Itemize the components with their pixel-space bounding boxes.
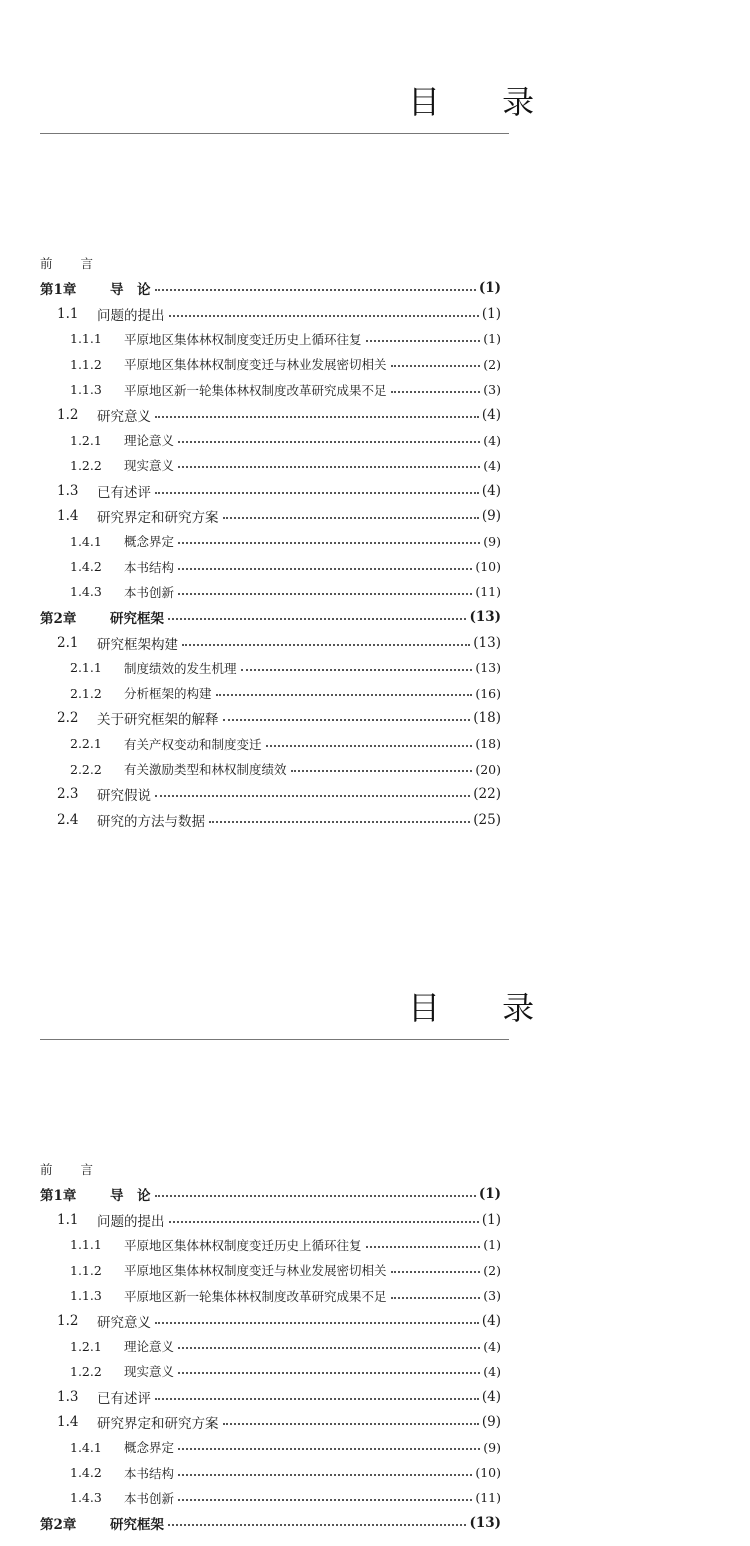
toc-entry-title: 本书结构 [124, 559, 175, 575]
toc-entry-title: 导 论 [110, 282, 151, 299]
toc-entry-number: 1.4 [57, 508, 79, 524]
toc-entry[interactable] [70, 1259, 501, 1281]
dot-leader [291, 770, 473, 772]
toc-entry-title: 概念界定 [124, 534, 175, 550]
toc-entry-page: (4) [481, 1312, 501, 1329]
dot-leader [155, 492, 479, 494]
dot-leader [155, 1398, 479, 1400]
toc-entry[interactable] [70, 657, 501, 679]
dot-leader [366, 1246, 481, 1248]
toc-entry[interactable] [40, 1183, 501, 1205]
toc-entry-title: 平原地区集体林权制度变迁历史上循环往复 [124, 1237, 362, 1253]
toc-entry-title: 研究的方法与数据 [97, 813, 205, 830]
toc-entry-number: 1.1.1 [70, 331, 102, 347]
toc-entry-title: 已有述评 [97, 1390, 151, 1407]
toc-entry[interactable] [70, 682, 501, 704]
toc-entry-number: 1.1.3 [70, 382, 102, 397]
title-divider [40, 1039, 509, 1040]
toc-entry-title: 研究意义 [97, 408, 151, 425]
toc-entry[interactable] [57, 1386, 501, 1408]
dot-leader [216, 694, 473, 696]
toc-entry-title: 平原地区新一轮集体林权制度改革研究成果不足 [124, 1288, 387, 1304]
toc-entry-number: 1.1.1 [70, 1237, 102, 1253]
toc-entry-number: 1.4 [57, 1414, 79, 1430]
toc-entry-page: (4) [481, 406, 501, 423]
toc-entry-page: (18) [475, 736, 501, 752]
toc-entry-title: 现实意义 [124, 1364, 175, 1380]
toc-entry-number: 2.1.1 [70, 660, 102, 676]
toc-entry[interactable] [57, 632, 501, 654]
toc-entry-title: 研究框架 [110, 611, 164, 628]
toc-entry-title: 研究假说 [97, 788, 151, 805]
toc-entry-number: 1.3 [57, 1388, 79, 1405]
toc-entry[interactable] [57, 1310, 501, 1332]
toc-entry-number: 2.2 [57, 710, 79, 727]
toc-entry-number: 1.1.2 [70, 356, 102, 372]
toc-entry-number: 第1章 [40, 1188, 77, 1205]
dot-leader [223, 1423, 479, 1425]
toc-entry-page: (4) [483, 457, 501, 473]
dot-leader [178, 441, 480, 443]
toc-entry-page: (1) [478, 1186, 501, 1203]
toc-entry-title: 导 论 [110, 1188, 151, 1205]
dot-leader [168, 618, 466, 620]
toc-entry-page: (1) [481, 1211, 501, 1228]
page-title: 目 录 [408, 989, 561, 1027]
toc-entry-number: 1.2.2 [70, 457, 102, 473]
toc-entry-title: 本书创新 [124, 1490, 175, 1506]
toc-entry-title: 理论意义 [124, 1339, 175, 1355]
toc-entry-number: 1.2 [57, 406, 79, 423]
toc-entry-number: 1.4.2 [70, 1465, 102, 1481]
toc-entry-page: (4) [481, 1388, 501, 1405]
dot-leader [241, 669, 473, 671]
toc-entry[interactable] [40, 606, 501, 628]
dot-leader [391, 365, 481, 367]
toc-entry-page: (18) [473, 710, 501, 727]
toc-entry[interactable] [57, 505, 501, 527]
toc-entry[interactable] [70, 581, 501, 603]
dot-leader [178, 1448, 480, 1450]
toc-entry-number: 2.2.2 [70, 761, 102, 777]
toc-entry-number: 第1章 [40, 282, 77, 299]
toc-entry-number: 1.4.3 [70, 1490, 102, 1506]
toc-entry[interactable] [57, 303, 501, 325]
toc-entry-page: (1) [483, 1237, 501, 1253]
toc-entry-title: 现实意义 [124, 458, 175, 474]
dot-leader [155, 795, 470, 797]
toc-entry-title: 问题的提出 [97, 307, 165, 324]
toc-entry-title: 概念界定 [124, 1440, 175, 1456]
toc-entry-title: 平原地区集体林权制度变迁与林业发展密切相关 [124, 1263, 387, 1279]
toc-entry-number: 1.2 [57, 1312, 79, 1329]
toc-entry[interactable] [70, 758, 501, 780]
toc-entry-number: 1.1 [57, 1211, 79, 1228]
toc-entry-page: (16) [475, 685, 501, 701]
toc-entry-page: (9) [481, 508, 501, 524]
toc-entry[interactable] [57, 1209, 501, 1231]
toc-entry-title: 关于研究框架的解释 [97, 712, 219, 729]
toc-entry-title: 本书创新 [124, 584, 175, 600]
toc-entry-page: (4) [483, 1363, 501, 1379]
toc-entry[interactable] [70, 1234, 501, 1256]
toc-entry-page: (9) [483, 1439, 501, 1455]
toc-entry-number: 2.3 [57, 786, 79, 803]
toc-entry-page: (10) [475, 559, 501, 575]
dot-leader [391, 1297, 481, 1299]
toc-entry-title: 已有述评 [97, 484, 151, 501]
toc-entry-number: 2.1.2 [70, 685, 102, 701]
toc-entry[interactable] [70, 328, 501, 350]
dot-leader [169, 315, 479, 317]
toc-entry-number: 1.4.2 [70, 559, 102, 575]
toc-entry[interactable] [70, 1285, 501, 1307]
dot-leader [391, 1271, 481, 1273]
toc-entry[interactable] [57, 480, 501, 502]
dot-leader [155, 289, 476, 291]
toc-preface[interactable]: 前 言 [40, 256, 105, 271]
toc-entry-title: 有关产权变动和制度变迁 [124, 736, 262, 752]
title-divider [40, 133, 509, 134]
toc-entry-title: 平原地区集体林权制度变迁与林业发展密切相关 [124, 357, 387, 373]
toc-entry-page: (4) [483, 432, 501, 448]
toc-entry-number: 1.2.1 [70, 1338, 102, 1354]
toc-entry[interactable] [40, 277, 501, 299]
toc-entry-number: 1.1 [57, 305, 79, 322]
toc-entry-number: 1.4.1 [70, 1439, 102, 1455]
toc-entry-page: (11) [475, 584, 501, 600]
dot-leader [223, 517, 479, 519]
toc-entry[interactable] [70, 1436, 501, 1458]
toc-entry-number: 1.2.2 [70, 1363, 102, 1379]
dot-leader [178, 1499, 472, 1501]
toc-entry-page: (13) [473, 634, 501, 651]
toc-entry-page: (3) [483, 1288, 501, 1303]
toc-entry[interactable] [70, 1487, 501, 1509]
page-title: 目 录 [408, 83, 561, 121]
toc-entry-number: 1.4.3 [70, 584, 102, 600]
toc-entry-number: 2.2.1 [70, 736, 102, 752]
toc-entry[interactable] [70, 530, 501, 552]
toc-entry-title: 有关激励类型和林权制度绩效 [124, 762, 287, 777]
dot-leader [155, 416, 479, 418]
toc-entry-number: 1.3 [57, 482, 79, 499]
toc-entry[interactable] [57, 783, 501, 805]
toc-entry-number: 第2章 [40, 611, 77, 628]
toc-entry-page: (13) [475, 660, 501, 676]
toc-entry-number: 1.1.3 [70, 1288, 102, 1303]
toc-entry[interactable] [70, 1335, 501, 1357]
toc-entry[interactable] [70, 1462, 501, 1484]
toc-entry-number: 2.4 [57, 811, 79, 828]
toc-entry[interactable] [57, 404, 501, 426]
toc-entry-title: 平原地区新一轮集体林权制度改革研究成果不足 [124, 382, 387, 398]
toc-entry[interactable] [57, 809, 501, 831]
toc-entry[interactable] [70, 353, 501, 375]
toc-preface[interactable]: 前 言 [40, 1162, 105, 1177]
dot-leader [223, 719, 471, 721]
toc-entry-number: 1.1.2 [70, 1262, 102, 1278]
toc-entry-number: 第2章 [40, 1517, 77, 1534]
dot-leader [155, 1195, 476, 1197]
toc-entry-title: 研究界定和研究方案 [97, 510, 219, 526]
toc-entry-page: (13) [469, 609, 501, 626]
toc-entry-title: 问题的提出 [97, 1213, 165, 1230]
toc-entry[interactable] [57, 707, 501, 729]
toc-entry-page: (20) [475, 761, 501, 777]
toc-entry-page: (4) [481, 482, 501, 499]
toc-entry-page: (9) [483, 533, 501, 549]
dot-leader [178, 466, 480, 468]
toc-entry-title: 理论意义 [124, 433, 175, 449]
dot-leader [178, 593, 472, 595]
toc-entry-number: 2.1 [57, 634, 79, 651]
toc-entry-title: 研究框架构建 [97, 636, 178, 653]
toc-entry-title: 研究框架 [110, 1517, 164, 1534]
toc-entry-title: 平原地区集体林权制度变迁历史上循环往复 [124, 331, 362, 347]
dot-leader [209, 821, 470, 823]
toc-entry-page: (22) [473, 786, 501, 803]
toc-entry[interactable] [70, 1360, 501, 1382]
dot-leader [178, 1474, 472, 1476]
dot-leader [155, 1322, 479, 1324]
toc-entry[interactable] [40, 1512, 501, 1534]
dot-leader [178, 1347, 480, 1349]
toc-entry-page: (1) [483, 331, 501, 347]
toc-entry-title: 本书结构 [124, 1465, 175, 1481]
dot-leader [182, 644, 470, 646]
toc-entry[interactable] [70, 429, 501, 451]
dot-leader [168, 1524, 466, 1526]
toc-entry-page: (4) [483, 1338, 501, 1354]
toc-entry-page: (2) [483, 1262, 501, 1278]
toc-entry-page: (3) [483, 382, 501, 397]
toc-entry[interactable] [57, 1411, 501, 1433]
toc-entry-page: (2) [483, 356, 501, 372]
toc-entry-title: 研究界定和研究方案 [97, 1416, 219, 1432]
toc-entry[interactable] [70, 556, 501, 578]
toc-entry-title: 制度绩效的发生机理 [124, 660, 237, 676]
dot-leader [178, 1372, 480, 1374]
toc-entry-page: (1) [478, 280, 501, 297]
dot-leader [366, 340, 481, 342]
toc-entry-page: (10) [475, 1465, 501, 1481]
toc-entry-number: 1.2.1 [70, 432, 102, 448]
toc-entry-number: 1.4.1 [70, 533, 102, 549]
dot-leader [169, 1221, 479, 1223]
toc-entry[interactable] [70, 379, 501, 401]
toc-entry-title: 分析框架的构建 [124, 686, 212, 702]
toc-entry[interactable] [70, 733, 501, 755]
toc-entry[interactable] [70, 454, 501, 476]
toc-entry-page: (25) [473, 811, 501, 828]
dot-leader [391, 391, 481, 393]
toc-entry-page: (11) [475, 1490, 501, 1506]
dot-leader [266, 745, 473, 747]
toc-entry-page: (1) [481, 305, 501, 322]
dot-leader [178, 542, 480, 544]
toc-entry-title: 研究意义 [97, 1314, 151, 1331]
dot-leader [178, 568, 472, 570]
toc-entry-page: (9) [481, 1414, 501, 1430]
toc-entry-page: (13) [469, 1515, 501, 1532]
